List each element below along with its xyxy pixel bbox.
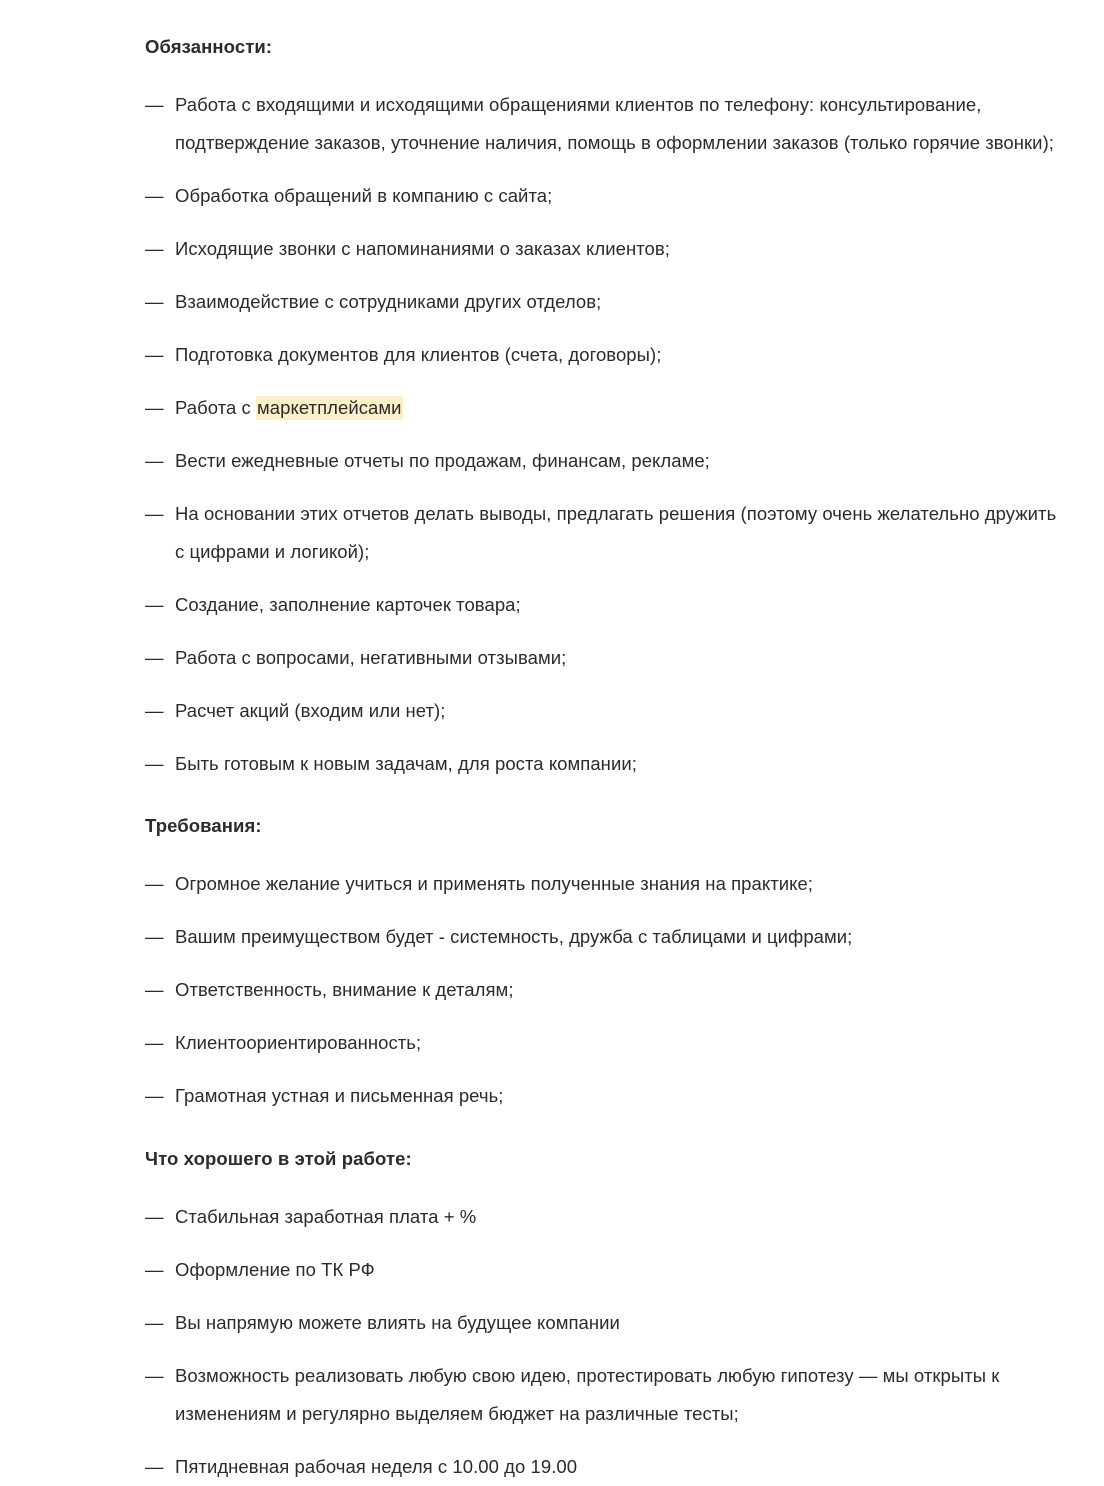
list-item-text: Огромное желание учиться и применять полученные знания на практике; xyxy=(175,873,813,894)
list-item xyxy=(145,745,1065,783)
em-dash-marker: — xyxy=(145,1206,164,1227)
list-item xyxy=(145,971,1065,1009)
em-dash-marker: — xyxy=(145,700,164,721)
em-dash-marker: — xyxy=(145,1259,164,1280)
em-dash-marker: — xyxy=(145,1032,164,1053)
document-content xyxy=(145,34,1065,1486)
list-item xyxy=(145,86,1065,162)
list-item-text: Исходящие звонки с напоминаниями о заказах клиентов; xyxy=(175,238,670,259)
requirements-list xyxy=(145,865,1065,1115)
list-item-text: Работа с вопросами, негативными отзывами; xyxy=(175,647,567,668)
em-dash-marker: — xyxy=(145,238,164,259)
list-item xyxy=(145,230,1065,268)
em-dash-marker: — xyxy=(145,397,164,418)
list-item-text: Стабильная заработная плата + % xyxy=(175,1206,477,1227)
list-item-text: Возможность реализовать любую свою идею, протестировать любую гипотезу — мы открыты к изменениям и регулярно выделяем бюджет на различные тесты; xyxy=(175,1365,1000,1424)
list-item-text: Оформление по ТК РФ xyxy=(175,1259,375,1280)
em-dash-marker: — xyxy=(145,1312,164,1333)
list-item xyxy=(145,283,1065,321)
em-dash-marker: — xyxy=(145,185,164,206)
list-item xyxy=(145,865,1065,903)
em-dash-marker: — xyxy=(145,873,164,894)
list-item-text: Расчет акций (входим или нет); xyxy=(175,700,446,721)
list-item xyxy=(145,1357,1065,1433)
list-item-text: Вашим преимуществом будет - системность, дружба с таблицами и цифрами; xyxy=(175,926,853,947)
section-requirements xyxy=(145,813,1065,1115)
list-item-text: Вы напрямую можете влиять на будущее компании xyxy=(175,1312,620,1333)
list-item-text: Обработка обращений в компанию с сайта; xyxy=(175,185,553,206)
em-dash-marker: — xyxy=(145,291,164,312)
list-item xyxy=(145,495,1065,571)
list-item xyxy=(145,1448,1065,1486)
list-item-text: Подготовка документов для клиентов (счета, договоры); xyxy=(175,344,662,365)
list-item xyxy=(145,918,1065,956)
em-dash-marker: — xyxy=(145,344,164,365)
section-heading: Требования: xyxy=(145,815,262,836)
list-item xyxy=(145,586,1065,624)
em-dash-marker: — xyxy=(145,1085,164,1106)
list-item xyxy=(145,336,1065,374)
em-dash-marker: — xyxy=(145,1456,164,1477)
benefits-list xyxy=(145,1198,1065,1486)
list-item xyxy=(145,1077,1065,1115)
list-item-text: На основании этих отчетов делать выводы, предлагать решения (поэтому очень желательно дружить с цифрами и логикой); xyxy=(175,503,1057,562)
em-dash-marker: — xyxy=(145,753,164,774)
list-item-text: Ответственность, внимание к деталям; xyxy=(175,979,514,1000)
em-dash-marker: — xyxy=(145,979,164,1000)
section-responsibilities xyxy=(145,34,1065,783)
list-item-text: Работа с входящими и исходящими обращениями клиентов по телефону: консультирование, подтверждение заказов, уточнение наличия, помощь в оформлении заказов (только горячие звонки); xyxy=(175,94,1054,153)
list-item xyxy=(145,1198,1065,1236)
list-item-text: Грамотная устная и письменная речь; xyxy=(175,1085,504,1106)
list-item xyxy=(145,1251,1065,1289)
list-item-text: Клиентоориентированность; xyxy=(175,1032,422,1053)
list-item-text: Взаимодействие с сотрудниками других отделов; xyxy=(175,291,602,312)
list-item-text: Пятидневная рабочая неделя с 10.00 до 19.00 xyxy=(175,1456,578,1477)
list-item-text: Вести ежедневные отчеты по продажам, финансам, рекламе; xyxy=(175,450,710,471)
list-item xyxy=(145,177,1065,215)
em-dash-marker: — xyxy=(145,926,164,947)
list-item-highlighted xyxy=(145,389,1065,427)
list-item-text-prefix: Работа с xyxy=(175,397,257,418)
section-benefits xyxy=(145,1146,1065,1486)
em-dash-marker: — xyxy=(145,594,164,615)
em-dash-marker: — xyxy=(145,647,164,668)
list-item xyxy=(145,639,1065,677)
highlighted-term: маркетплейсами xyxy=(257,397,402,418)
responsibilities-list xyxy=(145,86,1065,783)
em-dash-marker: — xyxy=(145,450,164,471)
list-item-text: Быть готовым к новым задачам, для роста компании; xyxy=(175,753,637,774)
list-item xyxy=(145,1304,1065,1342)
list-item xyxy=(145,442,1065,480)
em-dash-marker: — xyxy=(145,1365,164,1386)
list-item xyxy=(145,692,1065,730)
section-heading: Что хорошего в этой работе: xyxy=(145,1148,412,1169)
list-item xyxy=(145,1024,1065,1062)
list-item-text: Создание, заполнение карточек товара; xyxy=(175,594,521,615)
em-dash-marker: — xyxy=(145,94,164,115)
em-dash-marker: — xyxy=(145,503,164,524)
section-heading: Обязанности: xyxy=(145,36,273,57)
